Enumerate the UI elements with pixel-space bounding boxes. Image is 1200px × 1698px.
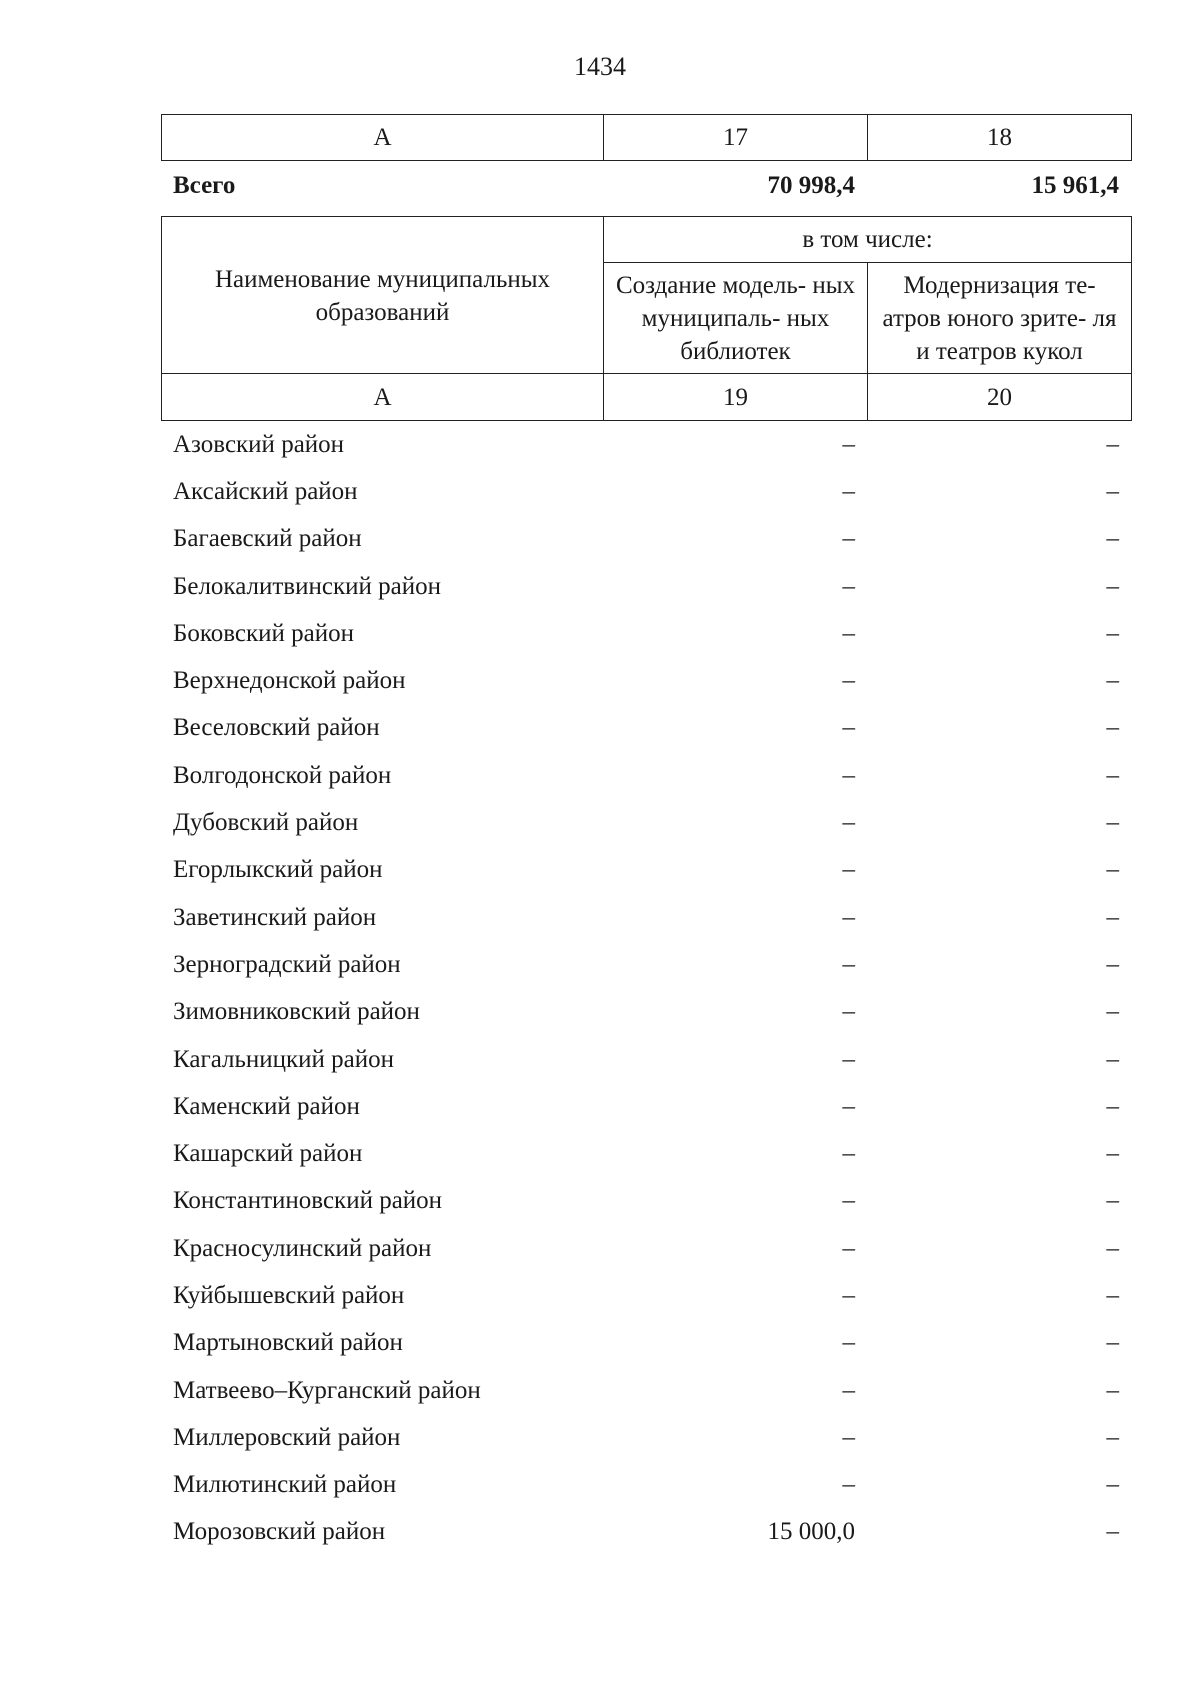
- district-name: Багаевский район: [173, 525, 362, 553]
- col-19-value: –: [842, 1423, 855, 1451]
- table-row: [161, 610, 1131, 657]
- col-20-value: –: [1106, 1329, 1119, 1357]
- col-20-value: –: [1106, 1471, 1119, 1499]
- col-19-value: –: [842, 619, 855, 647]
- col-20-value: –: [1106, 856, 1119, 884]
- table-row: [161, 516, 1131, 563]
- col-20-value: –: [1106, 1376, 1119, 1404]
- col-19-value: –: [842, 761, 855, 789]
- col-19-value: –: [842, 1329, 855, 1357]
- district-name: Заветинский район: [173, 903, 377, 931]
- table-row: [161, 468, 1131, 515]
- col-19-value: –: [842, 572, 855, 600]
- total-label: Всего: [173, 172, 236, 199]
- col-19-value: –: [842, 477, 855, 505]
- col-19-value: –: [842, 525, 855, 553]
- table-row: [161, 1462, 1131, 1509]
- district-name: Кашарский район: [173, 1140, 363, 1168]
- district-name: Зимовниковский район: [173, 998, 420, 1026]
- district-name: Верхнедонской район: [173, 667, 406, 695]
- district-name: Константиновский район: [173, 1187, 443, 1215]
- col-20-value: –: [1106, 1281, 1119, 1309]
- table-row: [161, 1509, 1131, 1556]
- col-20-value: –: [1106, 1140, 1119, 1168]
- top-header-col-18: 18: [868, 115, 1132, 161]
- col-19-value: –: [842, 1045, 855, 1073]
- table-row: [161, 752, 1131, 799]
- district-name: Красносулинский район: [173, 1234, 432, 1262]
- col-20-value: –: [1106, 998, 1119, 1026]
- district-name: Мартыновский район: [173, 1329, 403, 1357]
- col-20-value: –: [1106, 525, 1119, 553]
- col-19-value: –: [842, 809, 855, 837]
- header-col-20: 20: [868, 374, 1132, 421]
- col-19-value: –: [842, 1376, 855, 1404]
- table-row: [161, 989, 1131, 1036]
- top-header-col-17: 17: [604, 115, 868, 161]
- page-number: 1434: [574, 52, 626, 81]
- col-20-value: –: [1106, 619, 1119, 647]
- col-20-value: –: [1106, 761, 1119, 789]
- col-19-value: –: [842, 998, 855, 1026]
- header-col-a: А: [162, 374, 604, 421]
- header-col-19: 19: [604, 374, 868, 421]
- table-row: [161, 1036, 1131, 1083]
- col-20-header: Модернизация те- атров юного зрите- ля и театров кукол: [868, 263, 1132, 374]
- col-19-value: –: [842, 1140, 855, 1168]
- table-row: [161, 1225, 1131, 1272]
- col-20-value: –: [1106, 477, 1119, 505]
- district-name: Зерноградский район: [173, 950, 401, 978]
- district-list: [161, 421, 1131, 1556]
- col-20-value: –: [1106, 1092, 1119, 1120]
- table-row: [161, 1367, 1131, 1414]
- district-name: Миллеровский район: [173, 1423, 401, 1451]
- table-row: [161, 799, 1131, 846]
- table-row: [161, 657, 1131, 704]
- district-name: Волгодонской район: [173, 761, 392, 789]
- table-row: [161, 1414, 1131, 1461]
- table-row: [161, 1083, 1131, 1130]
- table-row: [161, 1130, 1131, 1177]
- table-row: [161, 705, 1131, 752]
- col-19-value: –: [842, 1281, 855, 1309]
- col-20-value: –: [1106, 1518, 1119, 1546]
- group-header: в том числе:: [604, 217, 1132, 263]
- col-19-value: 15 000,0: [767, 1518, 855, 1546]
- district-name: Куйбышевский район: [173, 1281, 405, 1309]
- col-20-value: –: [1106, 572, 1119, 600]
- col-19-value: –: [842, 667, 855, 695]
- section-header-table: [161, 216, 1131, 421]
- col-20-value: –: [1106, 1045, 1119, 1073]
- total-col-17: 70 998,4: [767, 172, 855, 199]
- col-19-value: –: [842, 856, 855, 884]
- top-header-col-a: А: [162, 115, 604, 161]
- top-header-row: [162, 115, 1132, 161]
- col-20-value: –: [1106, 809, 1119, 837]
- col-20-value: –: [1106, 1234, 1119, 1262]
- table-row: [161, 894, 1131, 941]
- col-20-value: –: [1106, 667, 1119, 695]
- name-column-header: Наименование муниципальных образований: [162, 217, 604, 374]
- table-row: [161, 1320, 1131, 1367]
- district-name: Морозовский район: [173, 1518, 386, 1546]
- district-name: Егорлыкский район: [173, 856, 383, 884]
- total-col-18: 15 961,4: [1031, 172, 1119, 199]
- col-19-value: –: [842, 714, 855, 742]
- table-row: [161, 847, 1131, 894]
- col-19-value: –: [842, 903, 855, 931]
- col-19-value: –: [842, 950, 855, 978]
- district-name: Милютинский район: [173, 1471, 397, 1499]
- col-20-value: –: [1106, 1423, 1119, 1451]
- table-row: [161, 941, 1131, 988]
- district-name: Боковский район: [173, 619, 354, 647]
- col-19-value: –: [842, 1092, 855, 1120]
- district-name: Матвеево–Курганский район: [173, 1376, 481, 1404]
- district-name: Каменский район: [173, 1092, 360, 1120]
- col-20-value: –: [1106, 714, 1119, 742]
- col-20-value: –: [1106, 430, 1119, 458]
- table-row: [161, 1272, 1131, 1319]
- district-name: Аксайский район: [173, 477, 358, 505]
- top-header-table: [161, 114, 1131, 161]
- col-20-value: –: [1106, 1187, 1119, 1215]
- district-name: Веселовский район: [173, 714, 380, 742]
- col-20-value: –: [1106, 950, 1119, 978]
- table-row: [161, 421, 1131, 468]
- district-name: Азовский район: [173, 430, 345, 458]
- table-row: [161, 1178, 1131, 1225]
- table-row: [161, 563, 1131, 610]
- total-row: [161, 164, 1131, 208]
- col-19-value: –: [842, 1234, 855, 1262]
- district-name: Кагальницкий район: [173, 1045, 395, 1073]
- col-19-header: Создание модель- ных муниципаль- ных библиотек: [604, 263, 868, 374]
- district-name: Белокалитвинский район: [173, 572, 441, 600]
- col-19-value: –: [842, 430, 855, 458]
- district-name: Дубовский район: [173, 809, 359, 837]
- col-20-value: –: [1106, 903, 1119, 931]
- col-19-value: –: [842, 1471, 855, 1499]
- col-19-value: –: [842, 1187, 855, 1215]
